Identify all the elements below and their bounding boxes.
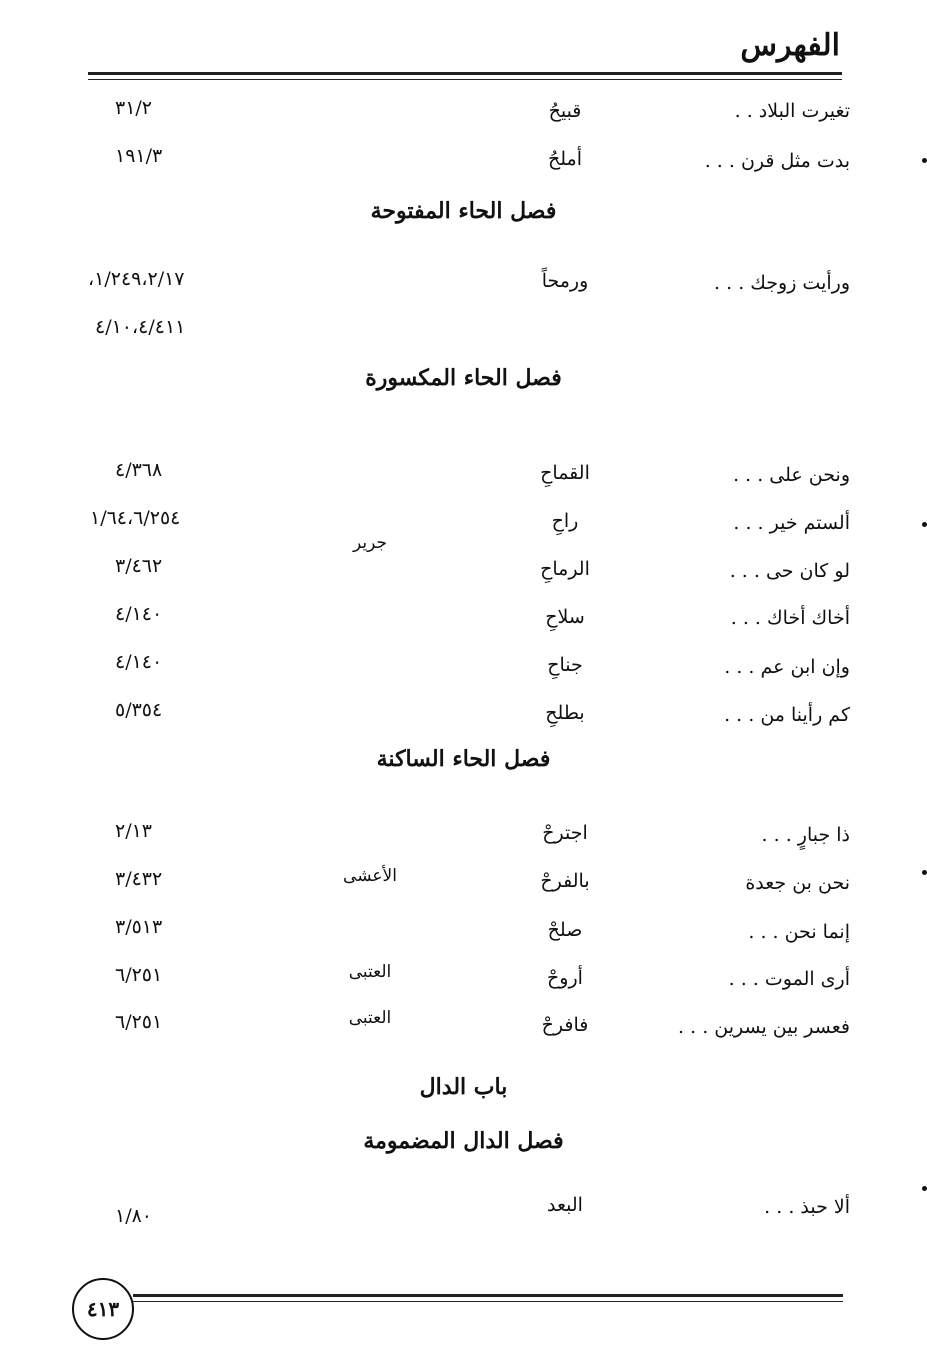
section-heading: فصل الحاء المكسورة: [365, 365, 562, 391]
entry-reference: ١/٦٤،٦/٢٥٤: [90, 507, 181, 529]
entry-first-words: ونحن على . . .: [733, 464, 850, 486]
entry-first-words: أخاك أخاك . . .: [730, 607, 850, 629]
section-heading: فصل الدال المضمومة: [363, 1128, 564, 1154]
entry-reference: ٦/٢٥١: [115, 964, 163, 986]
entry-rhyme: راحِ: [551, 510, 579, 532]
entry-reference: ٣١/٢: [115, 97, 153, 119]
entry-rhyme: ورمحاً: [541, 270, 589, 292]
header-rule-bottom: [88, 79, 842, 80]
entry-rhyme: بطلحِ: [545, 702, 585, 724]
page-number: ٤١٣: [72, 1278, 134, 1340]
entry-first-words: ألا حبذ . . .: [764, 1196, 850, 1218]
entry-reference: ٣/٥١٣: [115, 916, 163, 938]
entry-reference: ٤/١٤٠: [115, 651, 163, 673]
entry-rhyme: البعد: [547, 1194, 583, 1216]
entry-reference: ٣/٤٦٢: [115, 555, 163, 577]
footer-rule-top: [133, 1294, 843, 1297]
entry-first-words: تغيرت البلاد . .: [734, 100, 850, 122]
entry-reference: ٤/٣٦٨: [115, 459, 163, 481]
chapter-heading: باب الدال: [419, 1074, 508, 1100]
entry-reference: ١/٨٠: [115, 1205, 153, 1227]
entry-reference: ٤/١٤٠: [115, 603, 163, 625]
entry-first-words: ألستم خير . . .: [733, 512, 850, 534]
entry-first-words: بدت مثل قرن . . .: [704, 150, 850, 172]
entry-reference: ٥/٣٥٤: [115, 699, 163, 721]
entry-rhyme: فافرحْ: [541, 1014, 589, 1036]
entry-first-words: إنما نحن . . .: [748, 921, 850, 943]
entry-reference: ٢/١٣: [115, 820, 153, 842]
entry-reference: ١٩١/٣: [115, 145, 163, 167]
margin-mark: [922, 1186, 927, 1191]
entry-reference: ٦/٢٥١: [115, 1011, 163, 1033]
margin-mark: [922, 522, 927, 527]
entry-rhyme: سلاحِ: [545, 606, 585, 628]
entry-reference: ٤/١٠،٤/٤١١: [95, 316, 186, 338]
margin-mark: [922, 158, 927, 163]
section-heading: فصل الحاء المفتوحة: [370, 198, 557, 224]
section-heading: فصل الحاء الساكنة: [376, 746, 551, 772]
entry-poet: جرير: [353, 533, 387, 553]
margin-mark: [922, 870, 927, 875]
entry-first-words: نحن بن جعدة: [745, 872, 850, 894]
entry-first-words: فعسر بين يسرين . . .: [678, 1016, 850, 1038]
page-header-title: الفهرس: [740, 28, 840, 63]
entry-rhyme: اجترحْ: [542, 822, 588, 844]
entry-first-words: وإن ابن عم . . .: [724, 656, 850, 678]
entry-first-words: ورأيت زوجك . . .: [714, 272, 850, 294]
entry-poet: العتبى: [348, 962, 392, 982]
entry-rhyme: صلحْ: [547, 919, 583, 941]
entry-poet: الأعشى: [343, 866, 397, 886]
footer-rule-bottom: [133, 1301, 843, 1302]
entry-rhyme: الرماحِ: [540, 558, 590, 580]
entry-first-words: كم رأينا من . . .: [724, 704, 850, 726]
entry-rhyme: بالفرحْ: [540, 870, 590, 892]
entry-reference: ١/٢٤٩،٢/١٧،: [88, 268, 185, 290]
entry-rhyme: القماحِ: [540, 462, 590, 484]
entry-poet: العتبى: [348, 1008, 392, 1028]
entry-rhyme: جناحِ: [547, 654, 583, 676]
entry-rhyme: قبيحُ: [548, 100, 582, 122]
entry-first-words: أرى الموت . . .: [728, 968, 850, 990]
header-rule-top: [88, 72, 842, 75]
entry-rhyme: أروحْ: [547, 967, 583, 989]
entry-first-words: لو كان حى . . .: [729, 560, 850, 582]
entry-first-words: ذا جبارٍ . . .: [761, 824, 850, 846]
entry-rhyme: أملحُ: [547, 148, 582, 170]
entry-reference: ٣/٤٣٢: [115, 868, 163, 890]
